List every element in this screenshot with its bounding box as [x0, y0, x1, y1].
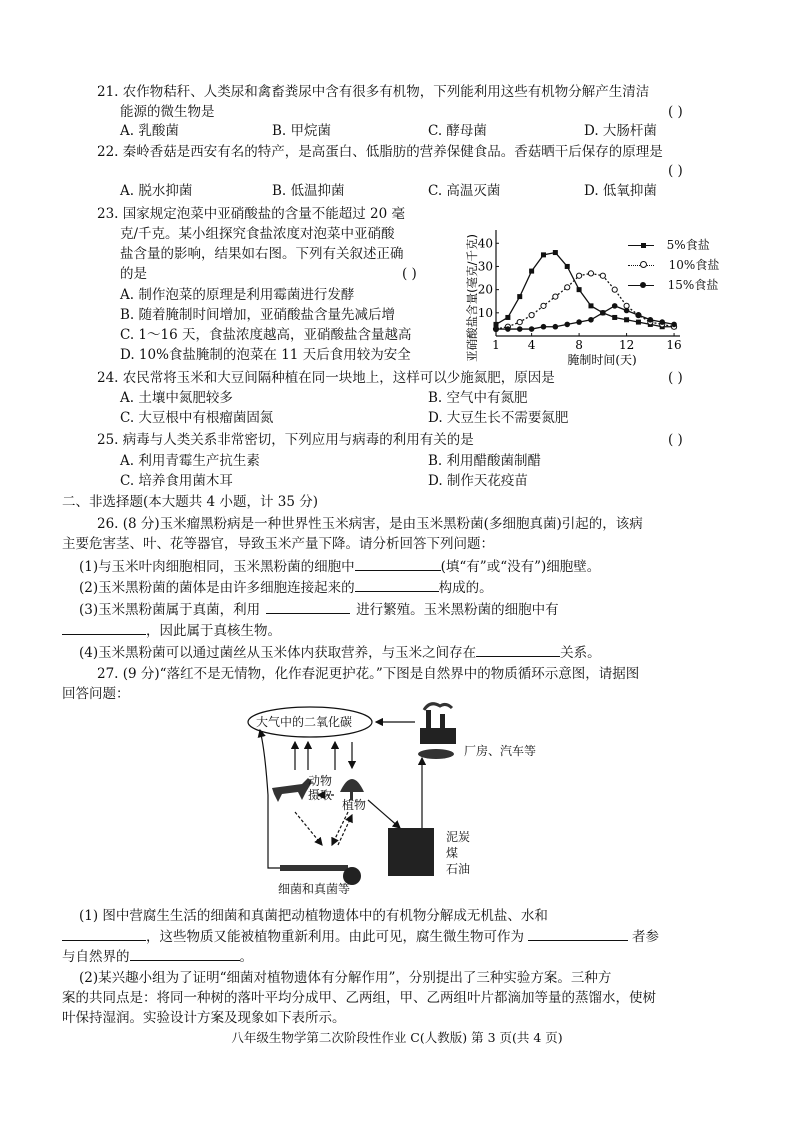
animal-label: 动物: [308, 774, 333, 788]
chart-point: [553, 324, 559, 330]
chart-point: [505, 326, 511, 332]
q23-stem-line4: 的是: [120, 266, 147, 282]
q21-option-c: C. 酵母菌: [428, 123, 487, 139]
q26-sub1-a: (1)与玉米叶肉细胞相同，玉米黑粉菌的细胞中: [79, 559, 355, 575]
plant-label: 植物: [342, 798, 367, 812]
chart-point: [493, 326, 499, 332]
q26-sub3: [79, 599, 559, 620]
chart-point: [529, 326, 535, 332]
coal-label: 煤: [446, 846, 459, 860]
chart-point: [624, 308, 630, 314]
q24-stem: 24. 农民常将玉米和大豆间隔种植在同一块地上，这样可以少施氮肥，原因是: [97, 370, 555, 386]
chart-point: [517, 326, 523, 332]
q27-p2-line2: 案的共同点是：将同一种树的落叶平均分成甲、乙两组，甲、乙两组叶片都滴加等量的蒸馏水，使树: [62, 990, 656, 1006]
q22-option-d: D. 低氧抑菌: [584, 183, 657, 199]
q24-option-a: A. 土壤中氮肥较多: [120, 390, 233, 406]
co2-label: 大气中的二氧化碳: [256, 715, 353, 729]
q22-option-c: C. 高温灭菌: [428, 183, 501, 199]
q23-option-a: A. 制作泡菜的原理是利用霉菌进行发酵: [120, 287, 355, 303]
q25-option-c: C. 培养食用菌木耳: [120, 473, 233, 489]
chart-point: [553, 250, 558, 255]
q26-sub2-a: (2)玉米黑粉菌的菌体是由许多细胞连接起来的: [79, 580, 355, 596]
q21-stem-line2: 能源的微生物是: [120, 104, 215, 120]
chart-point: [612, 287, 617, 292]
chart-point: [564, 322, 570, 328]
q26-sub2-b: 构成的。: [438, 580, 493, 596]
q23-stem-line2: 克/千克。某小组探究食盐浓度对泡菜中亚硝酸: [120, 226, 395, 242]
fossil-fuel-block: [388, 828, 434, 876]
chart-point: [541, 324, 547, 330]
q24-option-d: D. 大豆生长不需要氮肥: [428, 410, 569, 426]
q26-sub4: [79, 642, 601, 663]
q23-option-d: D. 10%食盐腌制的泡菜在 11 天后食用较为安全: [120, 347, 411, 363]
q27-p2-line1: (2)某兴趣小组为了证明“细菌对植物遗体有分解作用”，分别提出了三种实验方案。三种方: [79, 970, 612, 986]
legend-label-15pct: 15%食盐: [667, 278, 719, 292]
q27-blank-1[interactable]: [62, 926, 146, 941]
chart-point: [624, 303, 629, 308]
q26-sub2: [79, 577, 493, 598]
q26-blank-2[interactable]: [355, 577, 439, 592]
legend-label-5pct: 5%食盐: [666, 238, 710, 252]
q21-option-d: D. 大肠杆菌: [584, 123, 657, 139]
page-footer: 八年级生物学第二次阶段性作业 C(人教版) 第 3 页(共 4 页): [231, 1030, 563, 1045]
q27-p1-line1: (1) 图中营腐生生活的细菌和真菌把动植物遗体中的有机物分解成无机盐、水和: [79, 908, 548, 924]
chart-series-line-2: [496, 306, 674, 329]
chart-x-tick-label: 12: [618, 338, 635, 352]
chart-point: [541, 303, 546, 308]
q27-p1-line2: [62, 926, 659, 947]
legend-label-10pct: 10%食盐: [668, 258, 720, 272]
chart-y-tick-label: 40: [477, 236, 493, 251]
q26-sub3-b: 进行繁殖。玉米黑粉菌的细胞中有: [356, 602, 559, 618]
q26-sub3-a: (3)玉米黑粉菌属于真菌，利用: [79, 602, 261, 618]
q26-blank-4[interactable]: [62, 620, 146, 635]
chart-point: [588, 303, 593, 308]
chart-point: [612, 315, 617, 320]
chart-point: [517, 294, 522, 299]
q27-blank-2[interactable]: [528, 926, 628, 941]
q23-stem-line1: 23. 国家规定泡菜中亚硝酸盐的含量不能超过 20 毫: [97, 206, 406, 222]
chart-point: [517, 319, 522, 324]
q26-sub3-cont: [62, 620, 281, 641]
q25-option-d: D. 制作天花疫苗: [428, 473, 528, 489]
chart-x-tick-label: 4: [527, 338, 536, 352]
q27-p1-e: 。: [239, 949, 253, 965]
chart-point: [659, 319, 665, 325]
chart-point: [648, 317, 654, 323]
q26-sub4-b: 关系。: [560, 645, 601, 661]
chart-point: [612, 303, 618, 309]
q21-stem-line1: 21. 农作物秸秆、人类尿和禽畜粪尿中含有很多有机物，下列能利用这些有机物分解产生清洁: [97, 84, 650, 100]
chart-y-tick-label: 20: [477, 282, 493, 297]
microbe-label: 细菌和真菌等: [278, 882, 351, 896]
q25-stem: 25. 病毒与人类关系非常密切，下列应用与病毒的利用有关的是: [97, 432, 474, 448]
q21-answer-paren: ( ): [668, 104, 683, 120]
q23-option-c: C. 1～16 天，食盐浓度越高，亚硝酸盐含量越高: [120, 327, 412, 343]
chart-point: [600, 273, 605, 278]
chart-point: [505, 315, 510, 320]
q27-blank-3[interactable]: [130, 946, 240, 961]
legend-item-5pct: [628, 236, 710, 253]
chart-point: [553, 294, 558, 299]
q24-option-b: B. 空气中有氮肥: [428, 390, 528, 406]
q27-intro-line1: 27. (9 分)“落红不是无情物，化作春泥更护花。”下图是自然界中的物质循环示意图，请据图: [97, 666, 640, 682]
q24-answer-paren: ( ): [668, 370, 683, 386]
chart-point: [671, 322, 677, 328]
chart-y-tick-label: 30: [477, 259, 493, 274]
q23-option-b: B. 随着腌制时间增加，亚硝酸盐含量先减后增: [120, 307, 396, 323]
q22-option-a: A. 脱水抑菌: [120, 183, 193, 199]
chart-point: [529, 269, 534, 274]
q26-blank-5[interactable]: [476, 642, 560, 657]
q23-answer-paren: ( ): [402, 266, 417, 282]
chart-point: [588, 271, 593, 276]
q25-option-a: A. 利用青霉生产抗生素: [120, 453, 260, 469]
chart-point: [576, 319, 582, 325]
q27-p1-b: ，这些物质又能被植物重新利用。由此可见，腐生微生物可作为: [146, 929, 524, 945]
q25-option-b: B. 利用醋酸菌制醋: [428, 453, 542, 469]
q21-option-b: B. 甲烷菌: [272, 123, 332, 139]
factory-icon: [418, 704, 456, 759]
chart-point: [541, 252, 546, 257]
q26-blank-1[interactable]: [355, 556, 441, 571]
q21-option-a: A. 乳酸菌: [120, 123, 179, 139]
carbon-cycle-diagram: [240, 700, 560, 900]
section-2-heading: 二、非选择题(本大题共 4 小题，计 35 分): [62, 494, 318, 510]
chart-x-tick-label: 16: [666, 338, 682, 352]
legend-item-10pct: [628, 256, 719, 273]
q26-sub1: [79, 556, 600, 577]
q24-option-c: C. 大豆根中有根瘤菌固氮: [120, 410, 274, 426]
q27-intro-line2: 回答问题：: [62, 686, 130, 702]
chart-x-axis-label: 腌制时间(天): [567, 353, 637, 367]
q26-sub1-b: (填“有”或“没有”)细胞壁。: [440, 559, 601, 575]
q26-blank-3[interactable]: [266, 599, 350, 614]
chart-point: [565, 285, 570, 290]
q26-intro-line1: 26. (8 分)玉米瘤黑粉病是一种世界性玉米病害，是由玉米黑粉菌(多细胞真菌)引起的，该病: [97, 516, 643, 532]
chart-point: [588, 317, 594, 323]
chart-point: [565, 264, 570, 269]
intake-label: 摄取: [308, 788, 333, 802]
chart-point: [529, 313, 534, 318]
chart-y-tick-label: 10: [477, 305, 493, 320]
chart-point: [600, 310, 606, 316]
factory-label: 厂房、汽车等: [464, 744, 537, 758]
q23-stem-line3: 盐含量的影响，结果如右图。下列有关叙述正确: [120, 246, 404, 262]
chart-x-tick-label: 1: [492, 338, 500, 352]
chart-point: [576, 273, 581, 278]
legend-item-15pct: [628, 276, 718, 293]
chart-y-axis-label: 亚硝酸盐含量(毫克/千克): [465, 234, 479, 362]
q22-option-b: B. 低温抑菌: [272, 183, 345, 199]
chart-point: [636, 312, 642, 318]
peat-label: 泥炭: [446, 830, 471, 844]
chart-point: [636, 320, 641, 325]
q26-sub4-a: (4)玉米黑粉菌可以通过菌丝从玉米体内获取营养，与玉米之间存在: [79, 645, 477, 661]
q26-intro-line2: 主要危害茎、叶、花等器官，导致玉米产量下降。请分析回答下列问题：: [62, 536, 494, 552]
animal-icon: [272, 778, 312, 802]
chart-point: [624, 317, 629, 322]
q25-answer-paren: ( ): [668, 432, 683, 448]
chart-x-tick-label: 8: [575, 338, 583, 352]
q27-p1-d: 与自然界的: [62, 949, 130, 965]
oil-label: 石油: [446, 862, 471, 876]
chart-point: [577, 287, 582, 292]
q27-p2-line3: 叶保持湿润。实验设计方案及现象如下表所示。: [62, 1010, 346, 1026]
q26-sub3-c: ，因此属于真核生物。: [146, 623, 281, 639]
q27-p1-line3: [62, 946, 253, 967]
q22-answer-paren: ( ): [668, 163, 683, 179]
q27-p1-c: 者参: [632, 929, 659, 945]
q22-stem: 22. 秦岭香菇是西安有名的特产，是高蛋白、低脂肪的营养保健食品。香菇晒干后保存的原理是: [97, 144, 663, 160]
